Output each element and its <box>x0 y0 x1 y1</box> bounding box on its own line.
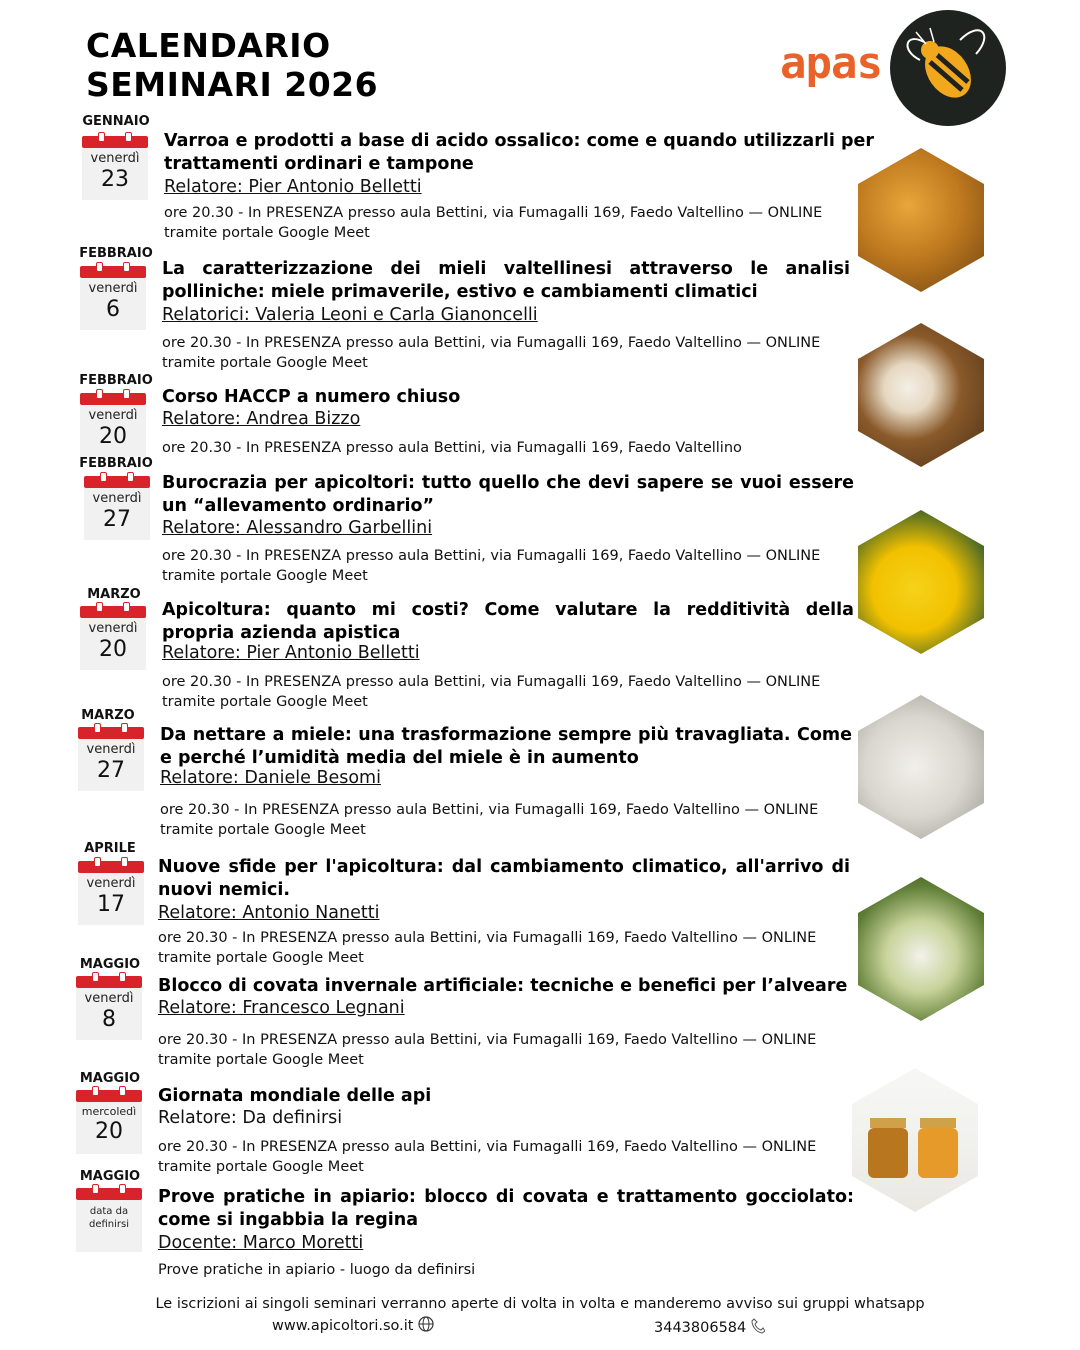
event-speaker: Relatorici: Valeria Leoni e Carla Gianoncelli <box>162 305 538 325</box>
event-info: ore 20.30 - In PRESENZA presso aula Bettini, via Fumagalli 169, Faedo Valtellino — ONLINE tramite portale Google Meet <box>158 930 817 966</box>
calendar-icon: venerdì 27 <box>78 727 144 791</box>
calendar-icon: venerdì 23 <box>82 136 148 200</box>
event-month: GENNAIO <box>82 114 150 129</box>
calendar-icon: data da definirsi <box>76 1188 142 1252</box>
event-speaker: Relatore: Antonio Nanetti <box>158 903 380 923</box>
page-title: CALENDARIO SEMINARI 2026 <box>86 26 379 104</box>
calendar-icon: venerdì 20 <box>80 606 146 670</box>
event-title: Burocrazia per apicoltori: tutto quello che devi sapere se vuoi essere un “allevamento ordinario” <box>162 473 854 516</box>
honey-jars-photo <box>852 1068 978 1212</box>
event-title: La caratterizzazione dei mieli valtellinesi attraverso le analisi polliniche: miele primaverile, estivo e cambiamenti climatici <box>162 259 850 302</box>
apas-logo-text: apas <box>780 38 882 89</box>
bee-logo-icon <box>890 10 1006 126</box>
calendar-icon: venerdì 17 <box>78 861 144 925</box>
event-month: FEBBRAIO <box>79 246 153 261</box>
event-month: MAGGIO <box>79 1169 141 1184</box>
event-speaker: Relatore: Da definirsi <box>158 1108 343 1128</box>
bee-larva-mite-photo <box>858 323 984 467</box>
event-month: FEBBRAIO <box>79 373 153 388</box>
calendar-icon: venerdì 6 <box>80 266 146 330</box>
event-title: Varroa e prodotti a base di acido ossalico: come e quando utilizzarli per trattamenti ordinari e tampone <box>164 131 874 174</box>
event-info: ore 20.30 - In PRESENZA presso aula Bettini, via Fumagalli 169, Faedo Valtellino <box>162 440 742 456</box>
event-title: Prove pratiche in apiario: blocco di covata e trattamento gocciolato: come si ingabbia la regina <box>158 1187 854 1230</box>
event-info: ore 20.30 - In PRESENZA presso aula Bettini, via Fumagalli 169, Faedo Valtellino — ONLINE tramite portale Google Meet <box>162 674 821 710</box>
globe-icon <box>418 1316 434 1336</box>
event-info: ore 20.30 - In PRESENZA presso aula Bettini, via Fumagalli 169, Faedo Valtellino — ONLINE tramite portale Google Meet <box>158 1032 817 1068</box>
website-link[interactable]: www.apicoltori.so.it <box>272 1316 434 1336</box>
phone-icon <box>751 1318 765 1338</box>
event-month: FEBBRAIO <box>79 456 153 471</box>
varroa-mite-photo <box>858 695 984 839</box>
event-month: MARZO <box>81 708 135 723</box>
calendar-icon: venerdì 20 <box>80 393 146 457</box>
event-title: Apicoltura: quanto mi costi? Come valutare la redditività della propria azienda apistica <box>162 600 854 643</box>
phone-number[interactable]: 3443806584 <box>654 1318 765 1338</box>
event-speaker: Docente: Marco Moretti <box>158 1233 364 1253</box>
event-month: MAGGIO <box>79 957 141 972</box>
event-month: MARZO <box>87 587 141 602</box>
event-speaker: Relatore: Andrea Bizzo <box>162 409 361 429</box>
event-info: ore 20.30 - In PRESENZA presso aula Bettini, via Fumagalli 169, Faedo Valtellino — ONLINE tramite portale Google Meet <box>158 1139 817 1175</box>
event-month: MAGGIO <box>79 1071 141 1086</box>
event-speaker: Relatore: Daniele Besomi <box>160 768 381 788</box>
event-title: Blocco di covata invernale artificiale: tecniche e benefici per l’alveare <box>158 976 848 996</box>
event-speaker: Relatore: Francesco Legnani <box>158 998 405 1018</box>
honeycomb-frame-photo <box>858 148 984 292</box>
event-info: ore 20.30 - In PRESENZA presso aula Bettini, via Fumagalli 169, Faedo Valtellino — ONLINE tramite portale Google Meet <box>162 335 821 371</box>
event-title: Corso HACCP a numero chiuso <box>162 387 461 407</box>
event-speaker: Relatore: Alessandro Garbellini <box>162 518 433 538</box>
event-title: Nuove sfide per l'apicoltura: dal cambiamento climatico, all'arrivo di nuovi nemici. <box>158 857 850 900</box>
event-info: ore 20.30 - In PRESENZA presso aula Bettini, via Fumagalli 169, Faedo Valtellino — ONLINE tramite portale Google Meet <box>162 548 821 584</box>
event-info: ore 20.30 - In PRESENZA presso aula Bettini, via Fumagalli 169, Faedo Valtellino — ONLINE tramite portale Google Meet <box>160 802 819 838</box>
event-info: ore 20.30 - In PRESENZA presso aula Bettini, via Fumagalli 169, Faedo Valtellino — ONLINE tramite portale Google Meet <box>164 205 823 241</box>
registration-notice: Le iscrizioni ai singoli seminari verranno aperte di volta in volta e manderemo avviso sui gruppi whatsapp <box>155 1296 925 1312</box>
event-info: Prove pratiche in apiario - luogo da definirsi <box>158 1262 476 1278</box>
bee-on-dandelion-photo <box>858 510 984 654</box>
event-title: Giornata mondiale delle api <box>158 1086 432 1106</box>
calendar-icon: mercoledì 20 <box>76 1090 142 1154</box>
bee-on-flowers-photo <box>858 877 984 1021</box>
event-speaker: Relatore: Pier Antonio Belletti <box>164 177 422 197</box>
event-speaker: Relatore: Pier Antonio Belletti <box>162 643 420 663</box>
event-month: APRILE <box>84 841 136 856</box>
calendar-icon: venerdì 27 <box>84 476 150 540</box>
calendar-icon: venerdì 8 <box>76 976 142 1040</box>
event-title: Da nettare a miele: una trasformazione sempre più travagliata. Come e perché l’umidità media del miele è in aumento <box>160 725 852 768</box>
